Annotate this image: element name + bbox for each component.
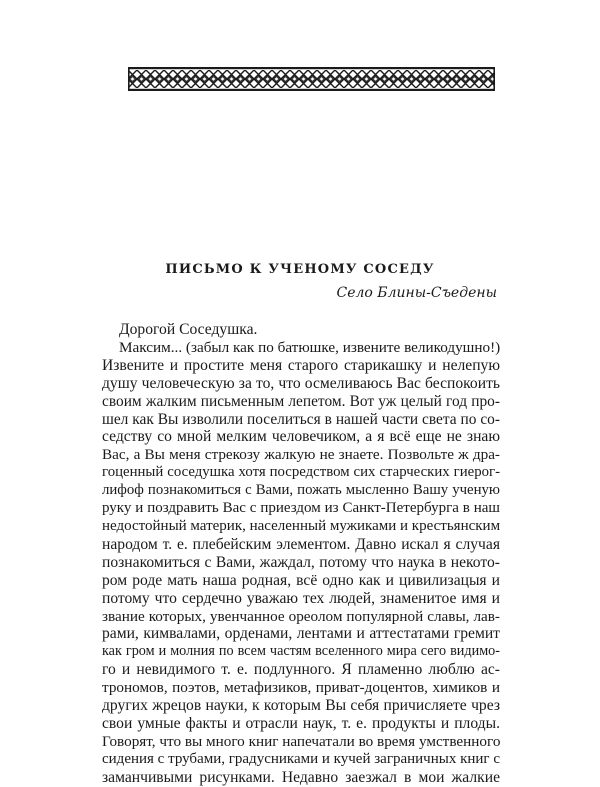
text-line: звание которых, увенчанное ореолом популярной славы, лав- xyxy=(102,607,500,625)
text-line: других жрецов науки, к которым Вы себя причисляете чрез xyxy=(102,697,500,715)
text-line: гоценный соседушка хотя посредством сих старческих гиерог- xyxy=(102,464,500,481)
text-line: познакомиться с Вами, жаждал, потому что наука в некото- xyxy=(102,553,500,571)
letter-title: ПИСЬМО К УЧЕНОМУ СОСЕДУ xyxy=(165,262,435,277)
text-line: Дорогой Соседушка. xyxy=(119,321,258,338)
text-line: го и невидимого т. е. подлунного. Я пламенно люблю ас- xyxy=(102,661,500,679)
text-line: лифоф познакомиться с Вами, пожать мысленно Вашу ученую xyxy=(102,482,500,499)
decorative-ornament-band xyxy=(128,67,495,91)
text-line: Максим... (забыл как по батюшке, извените великодушно!) xyxy=(119,338,501,356)
text-line: потому что сердечно уважаю тех людей, знаменитое имя и xyxy=(102,589,500,607)
text-line: руку и поздравить Вас с приездом из Санкт-Петербурга в наш xyxy=(102,500,500,517)
text-line: сидения с трубами, градусниками и кучей заграничных книг с xyxy=(102,750,500,767)
text-line: свои умные факты и отрасли наук, т. е. продукты и плоды. xyxy=(102,714,500,732)
text-line: душу человеческую за то, что осмеливаюсь Вас беспокоить xyxy=(102,374,500,392)
text-line: трономов, поэтов, метафизиков, приват-доцентов, химиков и xyxy=(102,679,500,697)
text-line: рами, кимвалами, орденами, лентами и аттестатами гремит xyxy=(102,625,500,643)
text-line: как гром и молния по всем частям вселенного мира сего видимо- xyxy=(102,643,500,660)
letter-body xyxy=(102,321,500,787)
text-line: своим жалким письменным лепетом. Вот уж целый год про- xyxy=(102,392,500,410)
text-line: седству со мной мелким человечиком, а я всё еще не знаю xyxy=(102,428,500,446)
text-line: Говорят, что вы много книг напечатали во время умственного xyxy=(102,732,501,750)
text-line: Извените и простите меня старого старикашку и нелепую xyxy=(102,356,500,374)
letter-place: Село Блины-Съедены xyxy=(336,285,497,301)
text-line: заманчивыми рисунками. Недавно заезжал в мои жалкие xyxy=(102,768,500,786)
text-line: недостойный материк, населенный мужиками и крестьянским xyxy=(102,517,501,534)
text-line: шел как Вы изволили поселиться в нашей части света по со- xyxy=(102,410,500,428)
text-line: Вас, а Вы меня стрекозу жалкую не знаете. Позвольте ж дра- xyxy=(102,446,500,464)
text-line: народом т. е. плебейским элементом. Давно искал я случая xyxy=(102,535,500,553)
text-line: ром роде мать наша родная, всё одно как и цивилизацыя и xyxy=(102,571,500,589)
